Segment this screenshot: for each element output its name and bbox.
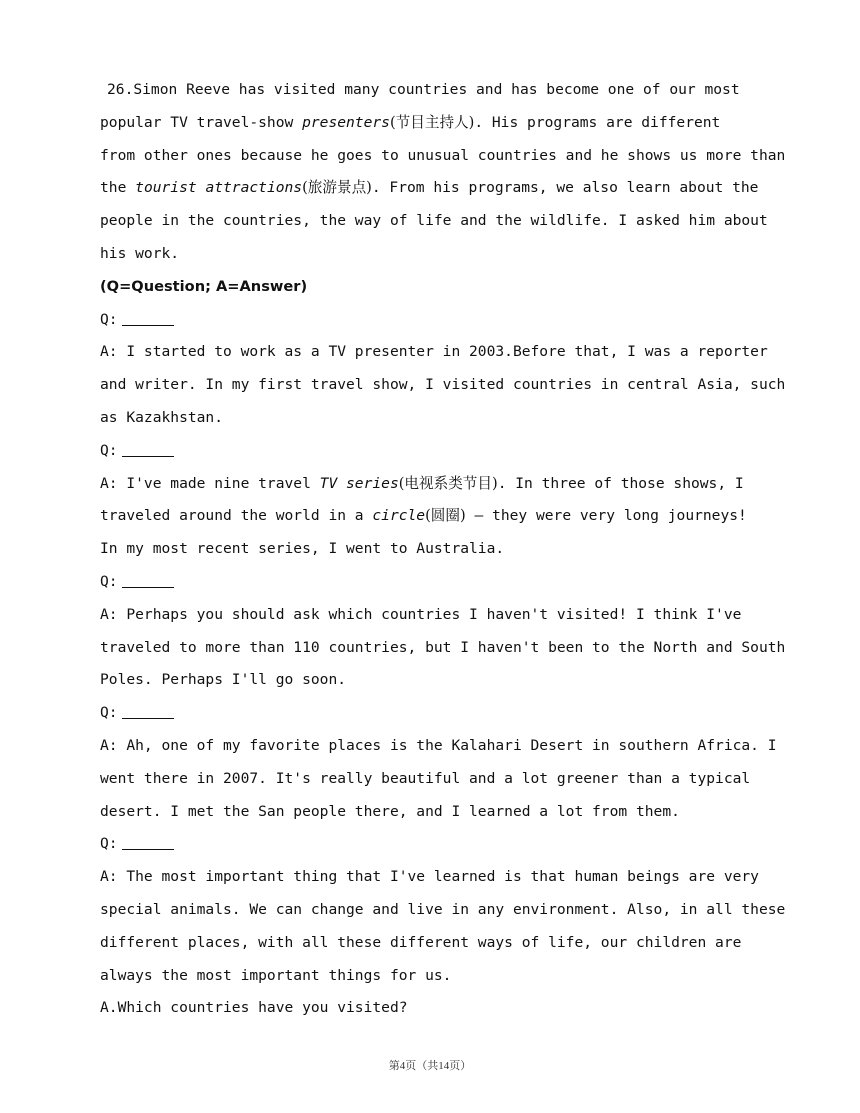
passage-line: 26.Simon Reeve has visited many countries and has become one of our most <box>107 81 740 98</box>
answer-line: always the most important things for us. <box>100 966 452 984</box>
answer-blank <box>122 704 174 719</box>
passage-line: popular TV travel-show presenters(节目主持人). His programs are different <box>100 113 721 131</box>
answer-line: A: The most important thing that I've learned is that human beings are very <box>100 868 759 886</box>
term-circle: circle <box>372 507 426 525</box>
term-presenters: presenters <box>302 113 390 131</box>
question-blank: Q: <box>100 304 765 337</box>
answer-line: special animals. We can change and live in any environment. Also, in all these <box>100 900 786 918</box>
qa-legend: (Q=Question; A=Answer) <box>100 277 308 295</box>
answer-line: as Kazakhstan. <box>100 408 224 426</box>
answer-blank <box>122 835 174 850</box>
passage-line: from other ones because he goes to unusual countries and he shows us more than <box>100 146 786 164</box>
question-blank: Q: <box>100 566 765 599</box>
passage-body <box>100 74 786 1025</box>
question-blank: Q: <box>100 697 765 730</box>
question-blank: Q: <box>100 828 765 861</box>
passage-line: the tourist attractions(旅游景点). From his programs, we also learn about the <box>100 179 759 197</box>
term-tourist-attractions: tourist attractions <box>135 179 303 197</box>
answer-blank <box>122 573 174 588</box>
answer-line: traveled around the world in a circle(圆圈) — they were very long journeys! <box>100 507 747 525</box>
page-footer: 第4页（共14页） <box>388 1060 472 1072</box>
answer-blank <box>122 311 174 326</box>
answer-line: desert. I met the San people there, and I learned a lot from them. <box>100 802 680 820</box>
passage-line: his work. <box>100 244 180 262</box>
answer-line: A: I've made nine travel TV series(电视系类节目). In three of those shows, I <box>100 474 744 492</box>
answer-line: A: I started to work as a TV presenter in 2003.Before that, I was a reporter <box>100 343 768 361</box>
option-a: A.Which countries have you visited? <box>100 999 408 1017</box>
question-blank: Q: <box>100 435 765 468</box>
answer-blank <box>122 442 174 457</box>
answer-line: went there in 2007. It's really beautiful and a lot greener than a typical <box>100 769 751 787</box>
answer-line: traveled to more than 110 countries, but I haven't been to the North and South <box>100 638 786 656</box>
answer-line: In my most recent series, I went to Australia. <box>100 540 505 558</box>
answer-line: A: Perhaps you should ask which countries I haven't visited! I think I've <box>100 605 742 623</box>
answer-line: A: Ah, one of my favorite places is the Kalahari Desert in southern Africa. I <box>100 736 777 754</box>
answer-line: Poles. Perhaps I'll go soon. <box>100 671 347 689</box>
passage-line: people in the countries, the way of life and the wildlife. I asked him about <box>100 212 768 230</box>
answer-line: and writer. In my first travel show, I visited countries in central Asia, such <box>100 376 786 394</box>
answer-line: different places, with all these different ways of life, our children are <box>100 933 742 951</box>
term-tv-series: TV series <box>319 474 399 492</box>
